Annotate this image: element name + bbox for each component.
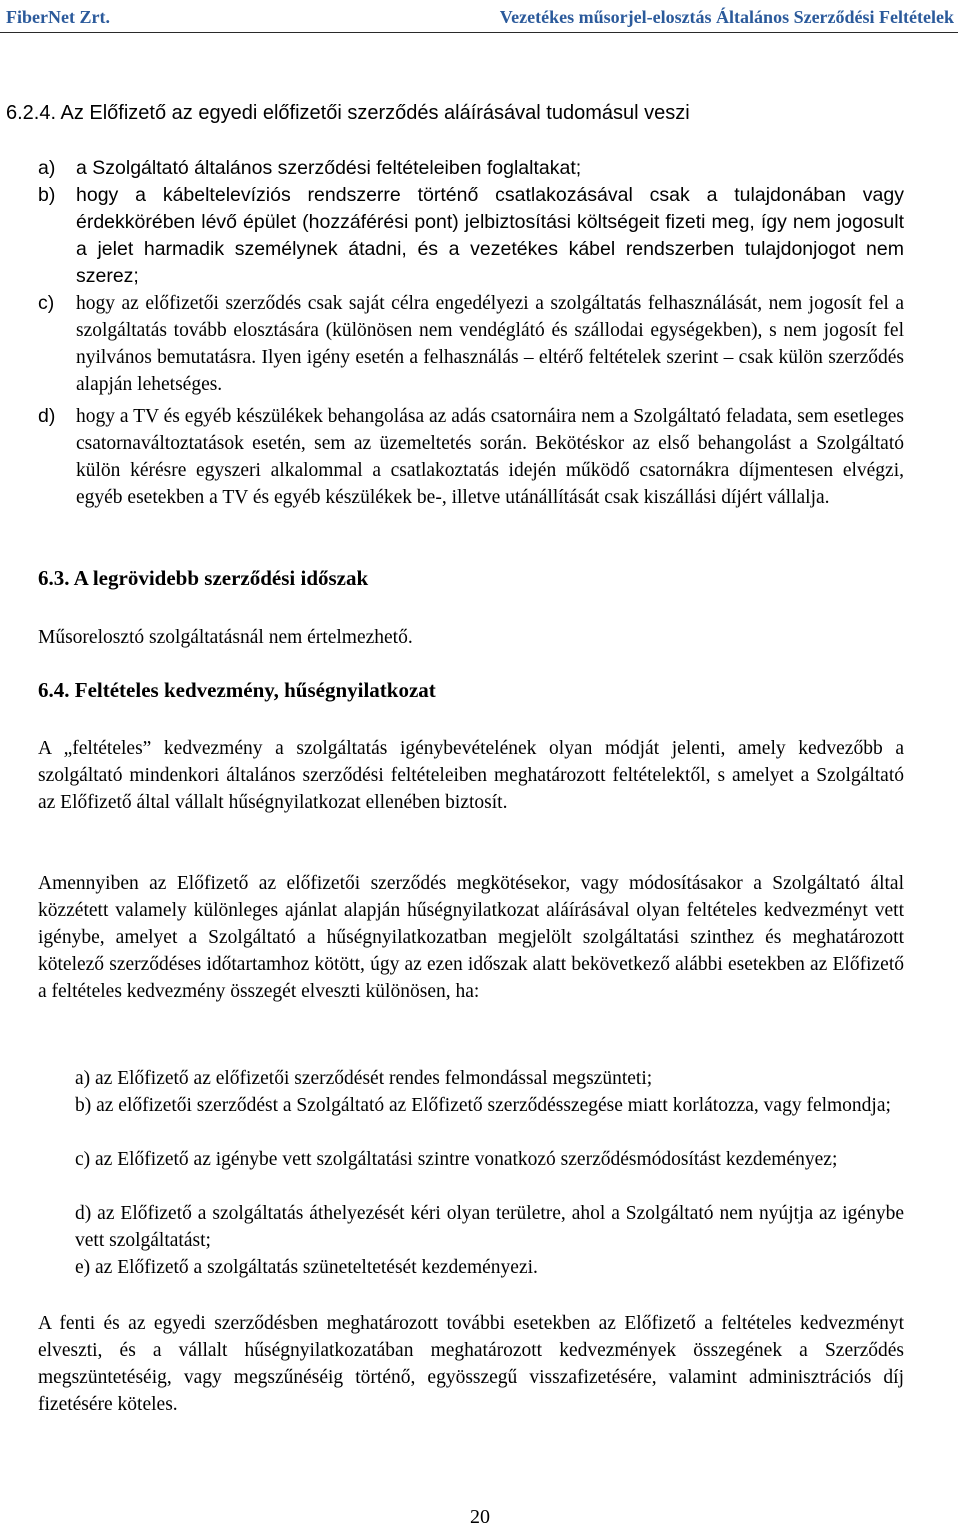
section-6-4-paragraph-3: A fenti és az egyedi szerződésben meghatározott további esetekben az Előfizető a feltételes kedvezményt elveszti, és a vállalt hűségnyilatkozatában meghatározott kedvezmények összegének a Szerződés megszüntetéséig, vagy megszűnéséig történő, egyösszegű visszafizetésére, valamint adminisztrációs díj fizetésére köteles. [38,1313,904,1415]
list-item: b) az előfizetői szerződést a Szolgáltató az Előfizető szerződésszegése miatt korlátozza, vagy felmondja; [75,1095,891,1116]
document-title: Vezetékes műsorjel-elosztás Általános Szerződési Feltételek [499,7,954,27]
list-item [38,182,904,290]
list-item: e) az Előfizető a szolgáltatás szüneteltetését kezdeményezi. [75,1257,538,1278]
list-item-label: b) [38,184,56,206]
list-item-label: a) [38,157,56,179]
list-item: c) az Előfizető az igénybe vett szolgáltatási szintre vonatkozó szerződésmódosítást kezdeményez; [75,1149,838,1170]
list-item-text: hogy a TV és egyéb készülékek behangolása az adás csatornáira nem a Szolgáltató feladata, sem esetleges csatornaváltoztatások esetén, sem az üzemeltetés során. Bekötéskor az első behangolást a Szolgáltató külön kérésre egyszeri alkalommal a csatlakoztatás idején működő csatornákra díjmentesen elvégzi, egyéb esetekben a TV és egyéb készülékek be-, illetve utánállítását csak kiszállási díjért vállalja. [76,406,904,508]
page-number: 20 [470,1506,490,1528]
list-item [38,290,904,398]
section-6-3-heading: 6.3. A legrövidebb szerződési időszak [38,566,369,590]
list-item: d) az Előfizető a szolgáltatás áthelyezését kéri olyan területre, ahol a Szolgáltató nem nyújtja az igénybe vett szolgáltatást; [75,1203,904,1251]
section-6-4-paragraph-2: Amennyiben az Előfizető az előfizetői szerződés megkötésekor, vagy módosításakor a Szolgáltató által közzétett valamely különleges ajánlat alapján hűségnyilatkozat aláírásával olyan feltételes kedvezményt vett igénybe, amelyet a Szolgáltató a hűségnyilatkozatban megjelölt szolgáltatási szinthez és meghatározott kötelező szerződéses időtartamhoz kötött, úgy az ezen időszak alatt bekövetkező alábbi esetekben az Előfizető a feltételes kedvezmény összegét elveszti különösen, ha: [38,873,904,1002]
list-item [38,155,904,182]
section-6-3-text: Műsorelosztó szolgáltatásnál nem értelmezhető. [38,627,413,648]
section-6-4-heading: 6.4. Feltételes kedvezmény, hűségnyilatkozat [38,678,436,702]
list-item: a) az Előfizető az előfizetői szerződését rendes felmondással megszünteti; [75,1068,653,1089]
list-item-text: hogy az előfizetői szerződés csak saját célra engedélyezi a szolgáltatás felhasználását, nem jogosít fel a szolgáltatás tovább elosztására (különösen nem vendéglátó és szállodai egységekben), s nem jogosít fel nyilvános bemutatásra. Ilyen igény esetén a felhasználás – eltérő feltételek szerint – csak külön szerződés alapján lehetséges. [76,293,904,395]
page-header [0,4,958,33]
list-item-text: hogy a kábeltelevíziós rendszerre történő csatlakozásával csak a tulajdonában vagy érdekkörében lévő épület (hozzáférési pont) jelbiztosítási költségeit fizeti meg, így nem jogosult a jelet harmadik személynek átadni, és a vezetékes kábel rendszerben tulajdonjogot nem szerez; [76,184,904,287]
list-item-label: c) [38,292,55,314]
company-name: FiberNet Zrt. [6,7,110,27]
list-item [38,403,904,511]
list-item-text: a Szolgáltató általános szerződési feltételeiben foglaltakat; [76,157,582,179]
section-6-4-paragraph-1: A „feltételes” kedvezmény a szolgáltatás igénybevételének olyan módját jelenti, amely kedvezőbb a szolgáltató mindenkori általános szerződési feltételeiben meghatározott feltételektől, s amelyet a Szolgáltató az Előfizető által vállalt hűségnyilatkozat ellenében biztosít. [38,738,904,813]
list-item-label: d) [38,405,56,427]
section-6-2-4-intro: 6.2.4. Az Előfizető az egyedi előfizetői szerződés aláírásával tudomásul veszi [6,102,690,124]
